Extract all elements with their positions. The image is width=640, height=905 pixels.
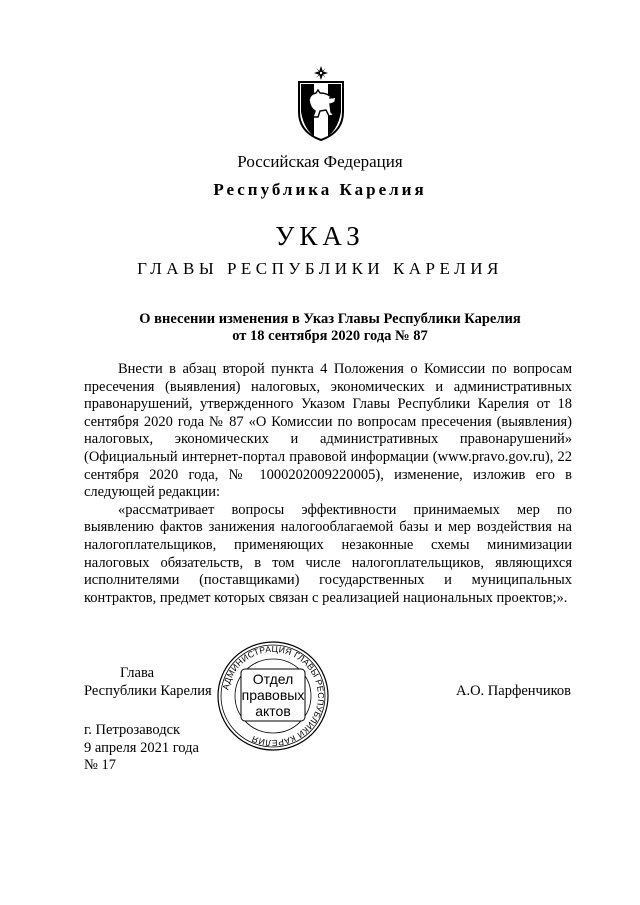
document-date: 9 апреля 2021 года [84, 739, 199, 756]
stamp-line-3: актов [255, 703, 291, 719]
document-body [84, 361, 572, 607]
title-line-2: от 18 сентября 2020 года № 87 [232, 328, 428, 344]
body-paragraph: Внести в абзац второй пункта 4 Положения о Комиссии по вопросам пресечения (выявления) налоговых, экономических и административных правонарушений, утвержденного Указом Главы Республики Карелия от 18 сентября 2020 года № 87 «О Комиссии по вопросам пресечения (выявления) налоговых, экономических и административных правонарушений» (Официальный интернет-портал правовой информации (www.pravo.gov.ru), 22 сентября 2020 года, № 1000202009220005), изменение, изложив его в следующей редакции: [84, 361, 572, 501]
republic-name: Республика Карелия [213, 180, 427, 199]
document-number: № 17 [84, 757, 116, 774]
stamp-line-2: правовых [241, 687, 305, 703]
signatory-position-line-1: Глава [120, 665, 155, 681]
body-paragraph: «рассматривает вопросы эффективности принимаемых мер по выявлению фактов занижения налогооблагаемой базы и мер воздействия на налогоплательщиков, применяющих незаконные схемы минимизации налоговых обязательств, в том числе налогоплательщиков, являющихся исполнителями (поставщиками) государственных и муниципальных контрактов, предмет которых связан с реализацией национальных проектов;». [84, 501, 572, 606]
document-title [70, 311, 590, 345]
signatory-position-line-2: Республики Карелия [84, 683, 212, 699]
karelia-coat-of-arms-icon [296, 66, 346, 142]
official-stamp-icon [216, 640, 330, 752]
country-name: Российская Федерация [237, 152, 403, 171]
signatory-name: А.О. Парфенчиков [455, 683, 571, 699]
title-line-1: О внесении изменения в Указ Главы Республики Карелия [139, 311, 521, 327]
document-type: УКАЗ [275, 221, 365, 251]
document-footer [84, 722, 199, 775]
stamp-ring-text: АДМИНИСТРАЦИЯ ГЛАВЫ РЕСПУБЛИКИ КАРЕЛИЯ [220, 643, 327, 749]
city: г. Петрозаводск [84, 722, 181, 738]
document-issuer: ГЛАВЫ РЕСПУБЛИКИ КАРЕЛИЯ [137, 259, 503, 278]
stamp-line-1: Отдел [252, 671, 294, 687]
